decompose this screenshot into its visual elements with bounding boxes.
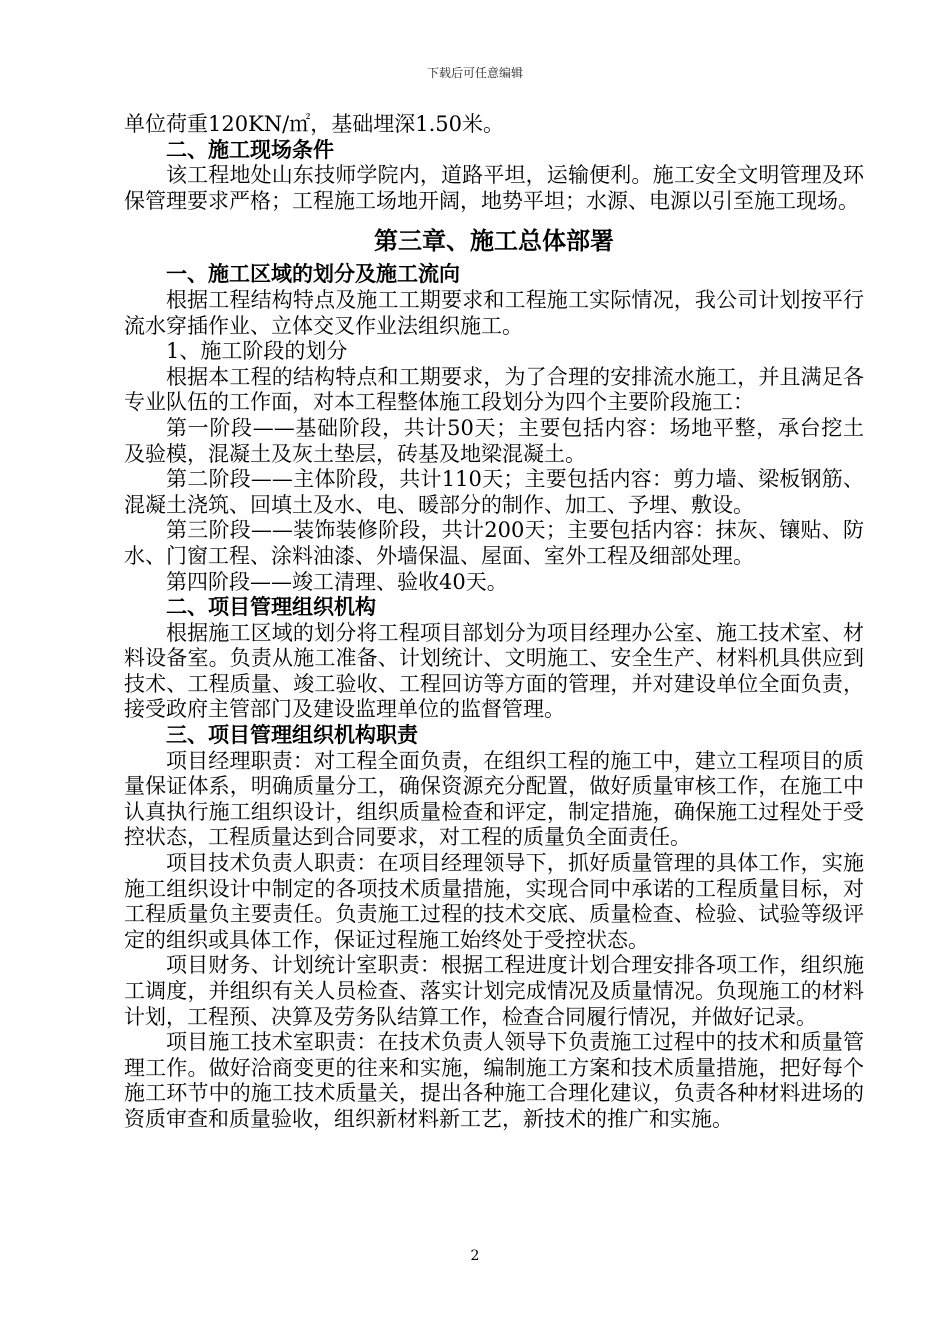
paragraph-foundation-load: 单位荷重120KN/㎡，基础埋深1.50米。 [124, 112, 504, 136]
heading-site-conditions: 二、施工现场条件 [166, 137, 334, 162]
heading-construction-area: 一、施工区域的划分及施工流向 [166, 262, 460, 287]
paragraph-stage-1: 第一阶段——基础阶段，共计50天；主要包括内容：场地平整，承台挖土及验模，混凝土及灰土垫层，砖基及地梁混凝土。 [124, 415, 864, 466]
chapter-title: 第三章、施工总体部署 [374, 227, 614, 256]
paragraph-project-manager-duties: 项目经理职责：对工程全面负责，在组织工程的施工中，建立工程项目的质量保证体系，明确质量分工，确保资源充分配置，做好质量审核工作，在施工中认真执行施工组织设计，组织质量检查和评定，制定措施，确保施工过程处于受控状态，工程质量达到合同要求，对工程的质量负全面责任。 [124, 748, 864, 850]
paragraph-finance-planning-duties: 项目财务、计划统计室职责：根据工程进度计划合理安排各项工作，组织施工调度，并组织有关人员检查、落实计划完成情况及质量情况。负现施工的材料计划，工程预、决算及劳务队结算工作，检查合同履行情况，并做好记录。 [124, 953, 864, 1029]
paragraph-technical-lead-duties: 项目技术负责人职责：在项目经理领导下，抓好质量管理的具体工作，实施施工组织设计中制定的各项技术质量措施，实现合同中承诺的工程质量目标，对工程质量负主要责任。负责施工过程的技术交底、质量检查、检验、试验等级评定的组织或具体工作，保证过程施工始终处于受控状态。 [124, 851, 864, 952]
document-body [124, 112, 864, 1133]
paragraph-stage-title: 1、施工阶段的划分 [166, 339, 348, 364]
paragraph-stage-4: 第四阶段——竣工清理、验收40天。 [166, 569, 508, 594]
paragraph-project-organization: 根据施工区域的划分将工程项目部划分为项目经理办公室、施工技术室、材料设备室。负责从施工准备、计划统计、文明施工、安全生产、材料机具供应到技术、工程质量、竣工验收、工程回访等方面的管理，并对建设单位全面负责，接受政府主管部门及建设监理单位的监督管理。 [124, 620, 864, 722]
paragraph-stage-intro: 根据本工程的结构特点和工期要求，为了合理的安排流水施工，并且满足各专业队伍的工作面，对本工程整体施工段划分为四个主要阶段施工： [124, 364, 864, 415]
paragraph-stage-2: 第二阶段——主体阶段，共计110天；主要包括内容：剪力墙、梁板钢筋、混凝土浇筑、回填土及水、电、暖部分的制作、加工、予埋、敷设。 [124, 467, 864, 517]
paragraph-stage-3: 第三阶段——装饰装修阶段，共计200天；主要包括内容：抹灰、镶贴、防水、门窗工程、涂料油漆、外墙保温、屋面、室外工程及细部处理。 [124, 518, 864, 568]
paragraph-site-conditions: 该工程地处山东技师学院内，道路平坦，运输便利。施工安全文明管理及环保管理要求严格；工程施工场地开阔，地势平坦；水源、电源以引至施工现场。 [124, 163, 864, 213]
paragraph-technical-office-duties: 项目施工技术室职责：在技术负责人领导下负责施工过程中的技术和质量管理工作。做好洽商变更的往来和实施，编制施工方案和技术质量措施，把好每个施工环节中的施工技术质量关，提出各种施工合理化建议，负责各种材料进场的资质审查和质量验收，组织新材料新工艺，新技术的推广和实施。 [124, 1030, 864, 1131]
page-header-note: 下载后可任意编辑 [426, 66, 523, 80]
heading-organization-duties: 三、项目管理组织机构职责 [166, 723, 418, 748]
paragraph-construction-area: 根据工程结构特点及施工工期要求和工程施工实际情况，我公司计划按平行流水穿插作业、立体交叉作业法组织施工。 [124, 287, 864, 338]
heading-project-organization: 二、项目管理组织机构 [166, 595, 376, 620]
page-number: 2 [470, 1248, 480, 1264]
